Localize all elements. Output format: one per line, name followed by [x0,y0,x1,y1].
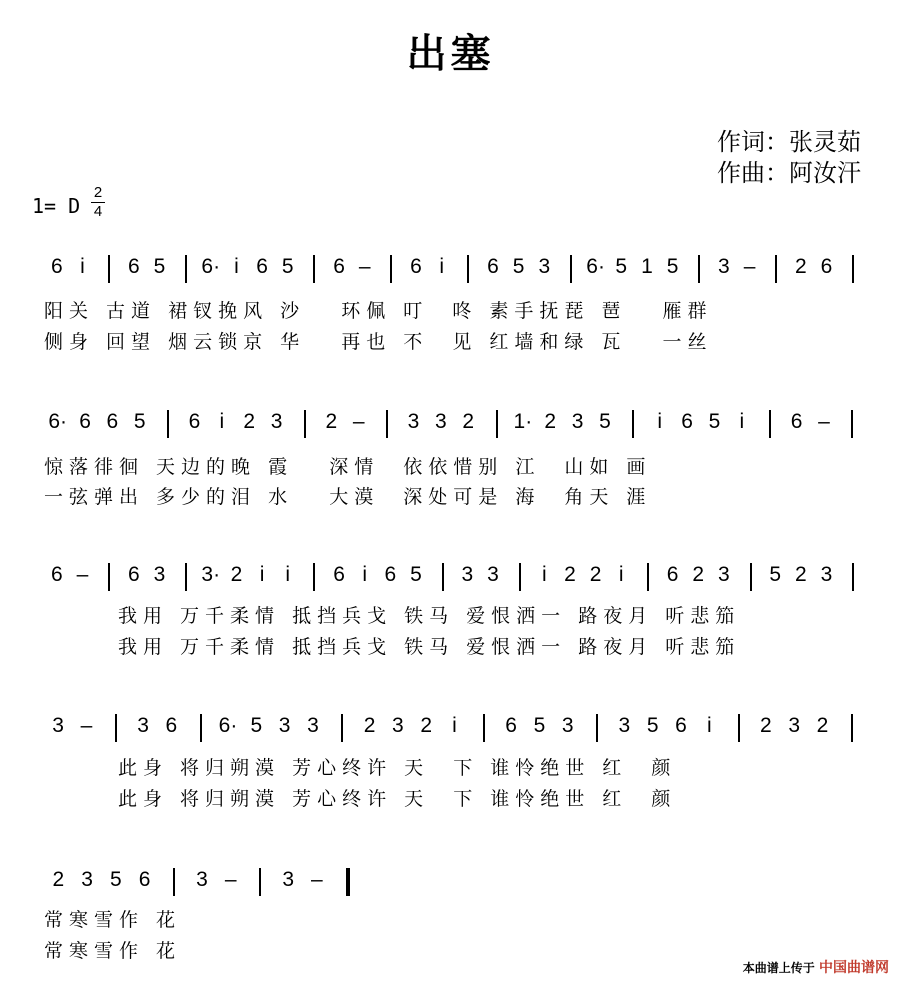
note: 2 [325,410,338,433]
note: 1 [641,255,653,278]
note: i [362,563,368,586]
barline [570,255,572,283]
barline [304,410,306,438]
note: 5 [153,255,166,278]
note: 5 [410,563,422,586]
lyric-verse-2: 我用 万千柔情 抵挡兵戈 铁马 爱恨洒一 路夜月 听悲笳 [118,636,741,658]
barline [467,255,469,283]
time-signature-top: 2 [93,184,103,201]
note: 6 [165,714,178,737]
note: 2 [795,255,807,278]
note: i [739,410,745,433]
note: i [259,563,265,586]
lyric-verse-2: 一弦弹出 多少的泪 水 大漠 深处可是 海 角天 涯 [44,486,652,508]
page-title: 出塞 [406,30,495,77]
note: 3 [282,868,295,891]
barline [519,563,521,591]
note: i [618,563,624,586]
barline [108,563,110,591]
note: 3 [718,255,730,278]
lyric-verse-2: 常寒雪作 花 [44,940,182,962]
note: 6 [138,868,151,891]
note: 3· [201,563,221,586]
note: 3 [307,714,319,737]
barline [596,714,598,742]
dash-extension: – [224,868,237,891]
repeat-end-barline [346,868,350,896]
note: i [439,255,444,278]
note: 5 [769,563,782,586]
note: 3 [618,714,631,737]
note: 3 [52,714,64,737]
lyric-verse-1: 我用 万千柔情 抵挡兵戈 铁马 爱恨洒一 路夜月 听悲笳 [118,605,741,627]
note: i [657,410,663,433]
note: 2 [795,563,807,586]
note: 5 [615,255,628,278]
dash-extension: – [743,255,756,278]
lyric-verse-2: 侧身 回望 烟云锁京 华 再也 不 见 红墙和绿 瓦 一丝 [44,331,713,353]
barline [313,255,315,283]
note: i [541,563,547,586]
note: 6 [681,410,693,433]
note: 6 [333,563,345,586]
dash-extension: – [358,255,371,278]
lyric-verse-1: 惊落徘徊 天边的晚 霞 深情 依依惜别 江 山如 画 [44,456,652,478]
barline [185,563,187,591]
note: 2 [363,714,376,737]
note: 3 [81,868,93,891]
note: 1· [513,410,533,433]
note: 3 [196,868,208,891]
note: 6 [675,714,687,737]
note: i [80,255,85,278]
barline [200,714,202,742]
notation-row [0,712,901,746]
note: 6 [106,410,119,433]
barline [115,714,117,742]
barline [852,255,854,283]
note: 6 [410,255,422,278]
note: 2 [544,410,557,433]
note: 2 [243,410,256,433]
note: 2 [760,714,772,737]
dash-extension: – [818,410,830,433]
note: 6 [820,255,833,278]
note: 3 [561,714,574,737]
note: 6 [666,563,679,586]
dash-extension: – [80,714,93,737]
note: 6· [218,714,238,737]
note: 5 [533,714,546,737]
notation-row [0,408,901,442]
notation-row [0,866,901,900]
barline [698,255,700,283]
note: 5 [109,868,122,891]
note: 5 [281,255,294,278]
barline [775,255,777,283]
note: 3 [407,410,420,433]
barline [750,563,752,591]
note: 6· [586,255,605,278]
barline [851,714,853,742]
composer-credit: 作曲：阿汝汗 [717,159,861,187]
note: 5 [512,255,525,278]
note: 3 [788,714,801,737]
note: i [706,714,712,737]
note: 6 [50,255,63,278]
note: 3 [392,714,404,737]
note: 2 [462,410,475,433]
note: 2 [420,714,433,737]
note: 2 [692,563,705,586]
note: 6 [188,410,201,433]
note: 3 [571,410,584,433]
note: 2 [230,563,243,586]
note: 3 [487,563,499,586]
note: 3 [538,255,551,278]
note: 6 [505,714,517,737]
note: i [452,714,457,737]
footer [743,957,889,977]
note: 3 [278,714,291,737]
barline [313,563,315,591]
barline [341,714,343,742]
lyric-verse-2: 此身 将归朔漠 芳心终许 天 下 谁怜绝世 红 颜 [118,788,677,810]
note: 5 [250,714,263,737]
note: 6 [384,563,397,586]
time-signature-bottom: 4 [93,203,103,220]
barline [442,563,444,591]
note: 6 [487,255,499,278]
barline [632,410,634,438]
key-signature: 1= D [32,194,81,218]
lyric-verse-1: 此身 将归朔漠 芳心终许 天 下 谁怜绝世 红 颜 [118,757,677,779]
barline [483,714,485,742]
dash-extension: – [352,410,365,433]
barline [852,563,854,591]
note: 5 [666,255,679,278]
lyric-verse-1: 常寒雪作 花 [44,909,182,931]
note: 3 [270,410,283,433]
barline [647,563,649,591]
lyricist-credit: 作词：张灵茹 [717,128,861,156]
note: 5 [646,714,659,737]
barline [390,255,392,283]
note: i [219,410,225,433]
time-signature [90,186,106,219]
note: i [285,563,291,586]
note: 6 [50,563,63,586]
note: 6 [127,563,140,586]
note: 2 [52,868,65,891]
note: 6 [790,410,803,433]
note: 2 [589,563,602,586]
barline [173,868,175,896]
note: i [234,255,239,278]
barline [185,255,187,283]
barline [769,410,771,438]
note: 5 [599,410,611,433]
lyric-verse-1: 阳关 古道 裙钗挽风 沙 环佩 叮 咚 素手抚琵 琶 雁群 [44,300,713,322]
note: 6 [256,255,268,278]
note: 6 [333,255,345,278]
barline [496,410,498,438]
note: 6 [79,410,91,433]
note: 5 [708,410,721,433]
note: 3 [718,563,730,586]
note: 5 [133,410,146,433]
barline [167,410,169,438]
dash-extension: – [311,868,323,891]
barline [386,410,388,438]
barline [851,410,853,438]
note: 3 [820,563,833,586]
dash-extension: – [76,563,89,586]
notation-row [0,561,901,595]
barline [259,868,261,896]
footer-brand: 中国曲谱网 [819,960,889,976]
note: 2 [816,714,829,737]
note: 3 [153,563,166,586]
note: 3 [137,714,149,737]
note: 6· [48,410,68,433]
barline [108,255,110,283]
note: 6· [201,255,221,278]
barline [738,714,740,742]
note: 3 [461,563,474,586]
footer-text: 本曲谱上传于 [742,961,815,975]
note: 6 [127,255,140,278]
note: 2 [564,563,576,586]
note: 3 [434,410,447,433]
notation-row [0,253,901,287]
